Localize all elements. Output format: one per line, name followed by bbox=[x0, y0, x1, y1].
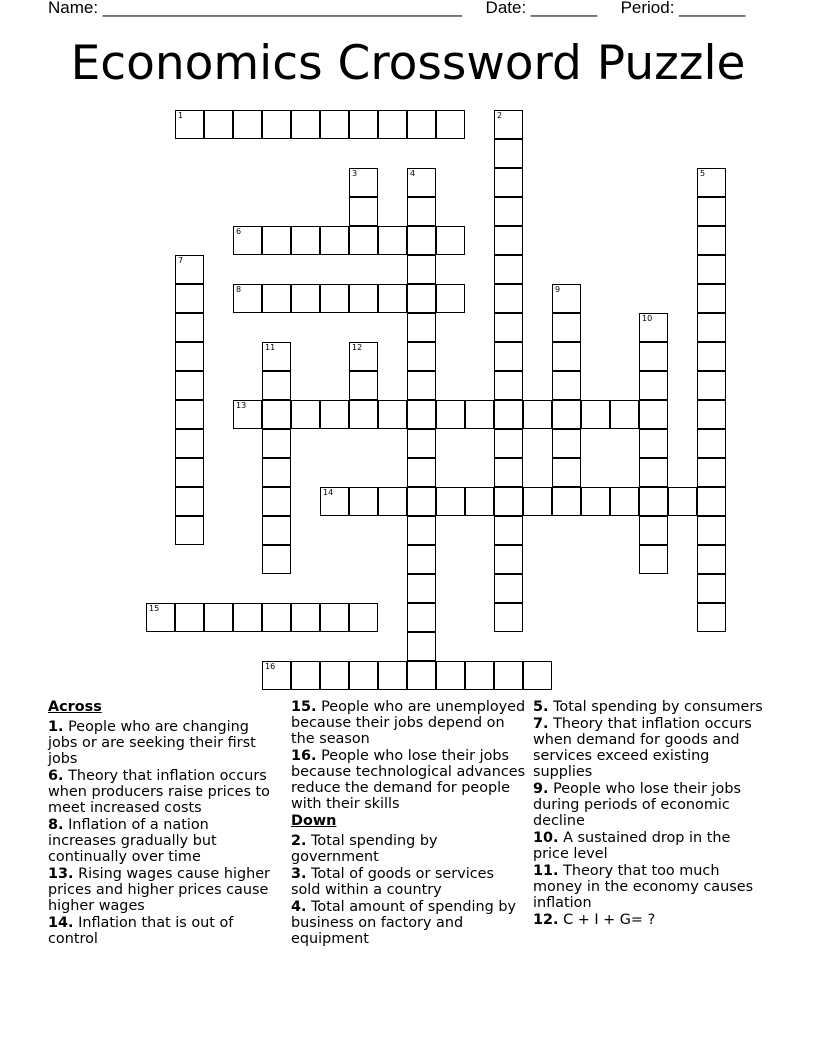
grid-cell[interactable] bbox=[320, 661, 349, 690]
grid-cell[interactable] bbox=[349, 197, 378, 226]
grid-cell[interactable] bbox=[697, 429, 726, 458]
clue-down-4: 4. Total amount of spending by business on factory and equipment bbox=[291, 899, 517, 947]
clue-number: 2 bbox=[497, 111, 503, 120]
grid-cell[interactable] bbox=[697, 226, 726, 255]
clue-across-16: 16. People who lose their jobs because technological advances reduce the demand for people with their skills bbox=[291, 748, 526, 812]
grid-cell[interactable] bbox=[378, 661, 407, 690]
grid-cell[interactable] bbox=[262, 516, 291, 545]
grid-cell[interactable] bbox=[465, 661, 494, 690]
grid-cell[interactable] bbox=[175, 458, 204, 487]
grid-cell[interactable] bbox=[291, 400, 320, 429]
grid-cell[interactable] bbox=[262, 429, 291, 458]
grid-cell[interactable] bbox=[552, 371, 581, 400]
grid-cell[interactable] bbox=[436, 110, 465, 139]
grid-cell[interactable] bbox=[639, 429, 668, 458]
clue-number: 8 bbox=[236, 285, 242, 294]
clue-number: 7 bbox=[178, 256, 184, 265]
grid-cell[interactable] bbox=[262, 603, 291, 632]
grid-cell[interactable] bbox=[407, 197, 436, 226]
clue-number: 5 bbox=[700, 169, 706, 178]
grid-cell[interactable] bbox=[494, 284, 523, 313]
grid-cell[interactable] bbox=[494, 574, 523, 603]
grid-cell[interactable] bbox=[494, 371, 523, 400]
grid-cell[interactable] bbox=[697, 168, 726, 197]
clue-down-9: 9. People who lose their jobs during periods of economic decline bbox=[533, 781, 741, 829]
clue-across-13: 13. Rising wages cause higher prices and higher prices cause higher wages bbox=[48, 866, 270, 914]
grid-cell[interactable] bbox=[697, 603, 726, 632]
grid-cell[interactable] bbox=[175, 342, 204, 371]
grid-cell[interactable] bbox=[494, 429, 523, 458]
grid-cell[interactable] bbox=[552, 342, 581, 371]
clue-down-2: 2. Total spending by government bbox=[291, 833, 438, 865]
grid-cell[interactable] bbox=[233, 284, 262, 313]
grid-cell[interactable] bbox=[320, 110, 349, 139]
grid-cell[interactable] bbox=[378, 400, 407, 429]
grid-cell[interactable] bbox=[407, 284, 436, 313]
grid-cell[interactable] bbox=[407, 110, 436, 139]
grid-cell[interactable] bbox=[349, 226, 378, 255]
clue-number: 4 bbox=[410, 169, 416, 178]
grid-cell[interactable] bbox=[697, 255, 726, 284]
grid-cell[interactable] bbox=[523, 661, 552, 690]
date-field[interactable]: Date: _______ bbox=[485, 0, 598, 17]
grid-cell[interactable] bbox=[233, 603, 262, 632]
clue-across-8: 8. Inflation of a nation increases gradually but continually over time bbox=[48, 817, 217, 865]
grid-cell[interactable] bbox=[233, 110, 262, 139]
down-heading: Down bbox=[291, 813, 337, 829]
grid-cell[interactable] bbox=[639, 400, 668, 429]
clue-across-6: 6. Theory that inflation occurs when producers raise prices to meet increased costs bbox=[48, 768, 270, 816]
name-field[interactable]: Name: ______________________________________ bbox=[48, 0, 463, 17]
grid-cell[interactable] bbox=[552, 313, 581, 342]
grid-cell[interactable] bbox=[407, 545, 436, 574]
grid-cell[interactable] bbox=[175, 400, 204, 429]
grid-cell[interactable] bbox=[378, 226, 407, 255]
clue-number: 14 bbox=[323, 488, 334, 497]
grid-cell[interactable] bbox=[494, 110, 523, 139]
grid-cell[interactable] bbox=[407, 487, 436, 516]
clue-down-3: 3. Total of goods or services sold within a country bbox=[291, 866, 494, 898]
grid-cell[interactable] bbox=[552, 429, 581, 458]
grid-cell[interactable] bbox=[349, 400, 378, 429]
grid-cell[interactable] bbox=[262, 661, 291, 690]
grid-cell[interactable] bbox=[407, 516, 436, 545]
grid-cell[interactable] bbox=[436, 400, 465, 429]
grid-cell[interactable] bbox=[639, 458, 668, 487]
clue-down-10: 10. A sustained drop in the price level bbox=[533, 830, 731, 862]
grid-cell[interactable] bbox=[436, 226, 465, 255]
grid-cell[interactable] bbox=[697, 516, 726, 545]
clue-across-15: 15. People who are unemployed because their jobs depend on the season bbox=[291, 699, 526, 747]
grid-cell[interactable] bbox=[233, 226, 262, 255]
clue-number: 12 bbox=[352, 343, 363, 352]
clue-number: 3 bbox=[352, 169, 358, 178]
grid-cell[interactable] bbox=[378, 487, 407, 516]
clues-column-2 bbox=[291, 699, 526, 948]
grid-cell[interactable] bbox=[320, 226, 349, 255]
grid-cell[interactable] bbox=[407, 168, 436, 197]
clues-column-1 bbox=[48, 699, 280, 948]
grid-cell[interactable] bbox=[639, 342, 668, 371]
grid-cell[interactable] bbox=[697, 458, 726, 487]
grid-cell[interactable] bbox=[175, 603, 204, 632]
grid-cell[interactable] bbox=[407, 661, 436, 690]
grid-cell[interactable] bbox=[407, 632, 436, 661]
clue-number: 11 bbox=[265, 343, 276, 352]
grid-cell[interactable] bbox=[436, 487, 465, 516]
grid-cell[interactable] bbox=[697, 342, 726, 371]
page-title: Economics Crossword Puzzle bbox=[70, 36, 746, 91]
grid-cell[interactable] bbox=[262, 545, 291, 574]
grid-cell[interactable] bbox=[349, 661, 378, 690]
grid-cell[interactable] bbox=[697, 284, 726, 313]
grid-cell[interactable] bbox=[291, 603, 320, 632]
grid-cell[interactable] bbox=[407, 603, 436, 632]
grid-cell[interactable] bbox=[494, 226, 523, 255]
grid-cell[interactable] bbox=[349, 168, 378, 197]
clue-across-1: 1. People who are changing jobs or are seeking their first jobs bbox=[48, 719, 256, 767]
grid-cell[interactable] bbox=[291, 226, 320, 255]
clue-across-14: 14. Inflation that is out of control bbox=[48, 915, 234, 947]
grid-cell[interactable] bbox=[175, 429, 204, 458]
grid-cell[interactable] bbox=[349, 603, 378, 632]
grid-cell[interactable] bbox=[494, 313, 523, 342]
grid-cell[interactable] bbox=[494, 516, 523, 545]
grid-cell[interactable] bbox=[175, 284, 204, 313]
grid-cell[interactable] bbox=[494, 545, 523, 574]
grid-cell[interactable] bbox=[494, 661, 523, 690]
grid-cell[interactable] bbox=[262, 342, 291, 371]
grid-cell[interactable] bbox=[610, 400, 639, 429]
grid-cell[interactable] bbox=[581, 487, 610, 516]
grid-cell[interactable] bbox=[407, 371, 436, 400]
grid-cell[interactable] bbox=[697, 371, 726, 400]
grid-cell[interactable] bbox=[697, 313, 726, 342]
grid-cell[interactable] bbox=[552, 458, 581, 487]
across-heading: Across bbox=[48, 699, 102, 715]
clue-number: 9 bbox=[555, 285, 561, 294]
grid-cell[interactable] bbox=[262, 110, 291, 139]
clue-number: 13 bbox=[236, 401, 247, 410]
grid-cell[interactable] bbox=[349, 284, 378, 313]
clue-down-12: 12. C + I + G= ? bbox=[533, 912, 656, 928]
grid-cell[interactable] bbox=[204, 603, 233, 632]
grid-cell[interactable] bbox=[320, 487, 349, 516]
grid-cell[interactable] bbox=[494, 342, 523, 371]
grid-cell[interactable] bbox=[494, 458, 523, 487]
grid-cell[interactable] bbox=[291, 661, 320, 690]
grid-cell[interactable] bbox=[407, 255, 436, 284]
grid-cell[interactable] bbox=[262, 226, 291, 255]
grid-cell[interactable] bbox=[175, 313, 204, 342]
grid-cell[interactable] bbox=[349, 371, 378, 400]
grid-cell[interactable] bbox=[175, 110, 204, 139]
grid-cell[interactable] bbox=[552, 487, 581, 516]
clue-number: 6 bbox=[236, 227, 242, 236]
grid-cell[interactable] bbox=[494, 487, 523, 516]
clue-number: 1 bbox=[178, 111, 184, 120]
grid-cell[interactable] bbox=[262, 487, 291, 516]
grid-cell[interactable] bbox=[175, 516, 204, 545]
clue-down-11: 11. Theory that too much money in the economy causes inflation bbox=[533, 863, 754, 911]
grid-cell[interactable] bbox=[697, 400, 726, 429]
grid-cell[interactable] bbox=[639, 545, 668, 574]
grid-cell[interactable] bbox=[581, 400, 610, 429]
grid-cell[interactable] bbox=[668, 487, 697, 516]
grid-cell[interactable] bbox=[262, 371, 291, 400]
grid-cell[interactable] bbox=[494, 603, 523, 632]
grid-cell[interactable] bbox=[494, 168, 523, 197]
grid-cell[interactable] bbox=[407, 458, 436, 487]
grid-cell[interactable] bbox=[349, 342, 378, 371]
grid-cell[interactable] bbox=[494, 197, 523, 226]
grid-cell[interactable] bbox=[407, 226, 436, 255]
grid-cell[interactable] bbox=[262, 284, 291, 313]
grid-cell[interactable] bbox=[320, 603, 349, 632]
grid-cell[interactable] bbox=[494, 255, 523, 284]
grid-cell[interactable] bbox=[436, 284, 465, 313]
header-fields bbox=[48, 0, 816, 18]
grid-cell[interactable] bbox=[378, 110, 407, 139]
grid-cell[interactable] bbox=[407, 313, 436, 342]
grid-cell[interactable] bbox=[291, 284, 320, 313]
grid-cell[interactable] bbox=[697, 545, 726, 574]
grid-cell[interactable] bbox=[320, 284, 349, 313]
grid-cell[interactable] bbox=[233, 400, 262, 429]
grid-cell[interactable] bbox=[552, 284, 581, 313]
clue-number: 16 bbox=[265, 662, 276, 671]
grid-cell[interactable] bbox=[407, 574, 436, 603]
grid-cell[interactable] bbox=[494, 400, 523, 429]
grid-cell[interactable] bbox=[639, 516, 668, 545]
grid-cell[interactable] bbox=[639, 313, 668, 342]
period-field[interactable]: Period: _______ bbox=[620, 0, 746, 17]
grid-cell[interactable] bbox=[465, 400, 494, 429]
grid-cell[interactable] bbox=[407, 400, 436, 429]
clue-down-5: 5. Total spending by consumers bbox=[533, 699, 763, 715]
grid-cell[interactable] bbox=[523, 400, 552, 429]
clue-down-7: 7. Theory that inflation occurs when demand for goods and services exceed existing supplies bbox=[533, 716, 752, 780]
grid-cell[interactable] bbox=[697, 197, 726, 226]
grid-cell[interactable] bbox=[494, 139, 523, 168]
grid-cell[interactable] bbox=[175, 255, 204, 284]
grid-cell[interactable] bbox=[175, 371, 204, 400]
grid-cell[interactable] bbox=[407, 429, 436, 458]
grid-cell[interactable] bbox=[407, 342, 436, 371]
grid-cell[interactable] bbox=[204, 110, 233, 139]
grid-cell[interactable] bbox=[291, 110, 320, 139]
grid-cell[interactable] bbox=[465, 487, 494, 516]
grid-cell[interactable] bbox=[523, 487, 552, 516]
clue-number: 10 bbox=[642, 314, 653, 323]
grid-cell[interactable] bbox=[262, 400, 291, 429]
grid-cell[interactable] bbox=[552, 400, 581, 429]
grid-cell[interactable] bbox=[349, 110, 378, 139]
grid-cell[interactable] bbox=[697, 487, 726, 516]
grid-cell[interactable] bbox=[436, 661, 465, 690]
grid-cell[interactable] bbox=[697, 574, 726, 603]
clue-number: 15 bbox=[149, 604, 160, 613]
grid-cell[interactable] bbox=[639, 487, 668, 516]
grid-cell[interactable] bbox=[378, 284, 407, 313]
grid-cell[interactable] bbox=[146, 603, 175, 632]
grid-cell[interactable] bbox=[639, 371, 668, 400]
clues-column-3 bbox=[533, 699, 768, 929]
grid-cell[interactable] bbox=[349, 487, 378, 516]
grid-cell[interactable] bbox=[262, 458, 291, 487]
grid-cell[interactable] bbox=[175, 487, 204, 516]
grid-cell[interactable] bbox=[610, 487, 639, 516]
grid-cell[interactable] bbox=[320, 400, 349, 429]
